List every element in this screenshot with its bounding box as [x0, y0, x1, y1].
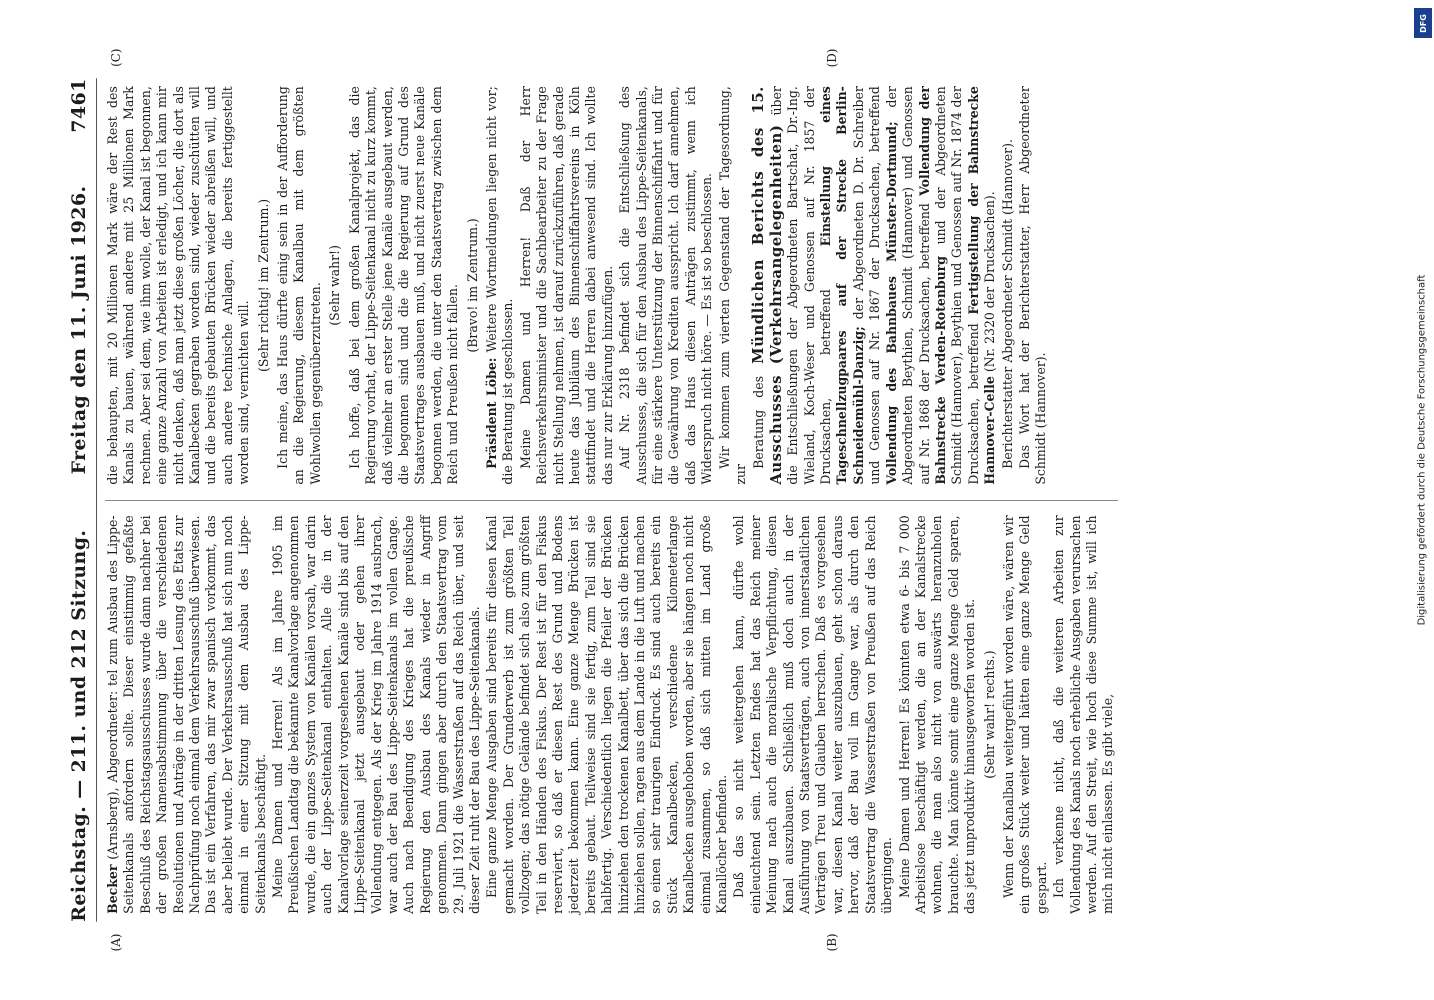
right-column: [105, 78, 1118, 500]
left-column: [105, 500, 1118, 921]
interjection: (Sehr richtig! im Zentrum.): [255, 198, 271, 372]
header-left: Reichstag. — 211. und 212 Sitzung.: [68, 529, 90, 922]
paragraph: Ich hoffe, daß bei dem großen Kanalprojekt, das die Regierung vorhat, der Lippe-Seitenkanal nicht zu kurz kommt, daß vielmehr an erster Stelle jene Kanäle ausgebaut werden, die begonnen sind und die die Regierung auf Grund des Staatsvertrages ausbauen muß, und nicht zuerst neue Kanäle begonnen werden, die unter den Staatsvertrag zwischen dem Reich und Preußen nicht fallen.: [346, 86, 461, 485]
margin-marker-c: (C): [109, 48, 123, 67]
paragraph: Auf Nr. 2318 befindet sich die Entschließung des Ausschusses, die sich für den Ausbau des Lippe-Seitenkanals, für eine stärkere Unterstützung der Binnenschiffahrt und für die Gewährung von Krediten ausspricht. Ich darf annehmen, daß das Haus diesen Anträgen zustimmt, wenn ich Widerspruch nicht höre. — Es ist so beschlossen.: [617, 86, 715, 485]
interjection: (Bravo! im Zentrum.): [464, 218, 480, 353]
paragraph: Berichterstatter Abgeordneter Schmidt (Hannover).: [999, 139, 1015, 469]
funding-note: [1408, 10, 1434, 890]
speaker-name: Präsident Löbe:: [483, 357, 499, 469]
paragraph: Meine Damen und Herren! Es könnten etwa 6- bis 7 000 Arbeitslose beschäftigt werden, die an der Kanalstrecke wohnen, die man also nicht von auswärts heranzuholen brauchte. Man könnte somit eine ganze Menge Geld sparen, das jetzt unproduktiv hinausgeworfen worden ist.: [896, 515, 978, 914]
speaker-name: Becker: [105, 864, 120, 914]
paragraph: Ich meine, das Haus dürfte einig sein in der Aufforderung an die Regierung, diesem Kanalbau mit dem größten Wohlwollen gegenüberzutreten.: [275, 86, 323, 485]
paragraph: Meine Damen und Herren! Als im Jahre 1905 im Preußischen Landtag die bekannte Kanalvorlage angenommen wurde, die ein ganzes System von Kanälen vorsah, war darin auch der Lippe-Seitenkanal enthalten. Alle die in der Kanalvorlage seinerzeit vorgesehenen Kanäle sind bis auf den Lippe-Seitenkanal jetzt ausgebaut oder gehen ihrer Vollendung entgegen. Als der Krieg im Jahre 1914 ausbrach, war auch der Bau des Lippe-Seitenkanals im vollen Gange. Auch nach Beendigung des Krieges hat die preußische Regierung den Ausbau des Kanals wieder in Angriff genommen. Dann gingen aber durch den Staatsvertrag vom 29. Juli 1921 die Wasserstraßen auf das Reich über, und seit dieser Zeit ruht der Bau des Lippe-Seitenkanals.: [270, 515, 482, 914]
interjection: (Sehr wahr! rechts.): [981, 650, 997, 779]
document-page: [50, 35, 1350, 966]
margin-marker-d: (D): [825, 48, 839, 68]
funding-note-text: Digitalisierung gefördert durch die Deutsche Forschungsgemeinschaft: [1416, 274, 1428, 626]
page-number: 7461: [68, 78, 90, 133]
paragraph: Präsident Löbe: Weitere Wortmeldungen liegen nicht vor; die Beratung ist geschlossen.: [483, 86, 516, 485]
paragraph: die behaupten, mit 20 Millionen Mark wäre der Rest des Kanals zu bauen, während andere mit 25 Millionen Mark rechnen. Aber sei dem, wie ihm wolle, der Kanal ist begonnen, eine ganze Anzahl von Arbeiten ist erledigt, und ich kann mir nicht denken, daß man jetzt diese großen Löcher, die dort als Kanalbecken gegraben worden sind, wieder zuschütten will und die bereits gebauten Brücken wieder abreißen will, und auch andere technische Anlagen, die bereits fertiggestellt worden sind, vernichten will.: [105, 86, 252, 485]
header-date: Freitag den 11. Juni 1926.: [68, 185, 90, 475]
dfg-logo: DFG: [1414, 8, 1432, 38]
paragraph: Eine ganze Menge Ausgaben sind bereits für diesen Kanal gemacht worden. Der Grunderwerb ist zum größten Teil vollzogen; das nötige Gelände befindet sich also zum größten Teil in den Händen des Fiskus. Der Rest ist für den Fiskus reserviert, so daß er diesen Rest des Grund und Bodens jederzeit bekommen kann. Eine ganze Menge Brücken ist bereits gebaut. Teilweise sind sie fertig, zum Teil sind sie halbfertig. Verschiedentlich liegen die Pfeiler der Brücken hinziehen den trockenen Kanalbett, über das sich die Brücken hinziehen sollen, ragen aus dem Lande in die Luft und machen so einen sehr traurigen Eindruck. Es sind auch bereits ein Stück Kanalbecken, verschiedene Kilometerlange Kanalbecken ausgehoben worden, aber sie hängen noch nicht einmal zusammen, so daß sich mitten im Land große Kanallöcher befinden.: [484, 515, 730, 914]
margin-marker-b: (B): [825, 933, 839, 952]
interjection: (Sehr wahr!): [327, 245, 343, 326]
text-columns: [105, 48, 1118, 952]
paragraph: Ich verkenne nicht, daß die weiteren Arbeiten zur Vollendung des Kanals noch erhebliche Ausgaben verursachen werden. Auf den Streit, wie hoch diese Summe ist, will ich mich nicht einlassen. Es gibt viele,: [1051, 515, 1116, 914]
paragraph: Meine Damen und Herren! Daß der Herr Reichsverkehrsminister und die Sachbearbeiter zu der Frage nicht Stellung nehmen, ist darauf zurückzuführen, daß gerade heute das Jubiläum des Binnenschiffahrtsvereins in Köln stattfindet und die Herren dabei anwesend sind. Ich wollte das nur zur Erklärung hinzufügen.: [517, 86, 615, 485]
margin-marker-a: (A): [109, 933, 123, 952]
paragraph: Wir kommen zum vierten Gegenstand der Tagesordnung, zur: [716, 86, 749, 485]
paragraph: Becker (Arnsberg), Abgeordneter: tel zum Ausbau des Lippe-Seitenkanals anfordern sollte. Dieser einstimmig gefaßte Beschluß des Reichstagsausschusses wurde dann nachher bei der großen Namensabstimmung über die verschiedenen Resolutionen und Anträge in der dritten Lesung des Etats zur Nachprüfung noch einmal dem Verkehrsausschuß überwiesen. Das ist ein Verfahren, das mir zwar spanisch vorkommt, das aber beliebt wurde. Der Verkehrsausschuß hat sich nun noch einmal in einer Sitzung mit dem Ausbau des Lippe-Seitenkanals beschäftigt.: [105, 515, 268, 914]
agenda-item: Beratung des Mündlichen Berichts des 15. Ausschusses (Verkehrsangelegenheiten) über die Entschließungen der Abgeordneten Bartschat, Dr.-Ing. Wieland, Koch-Weser und Genossen auf Nr. 1857 der Drucksachen, betreffend Einstellung eines Tageschnellzugpaares auf der Strecke Berlin-Schneidemühl-Danzig; der Abgeordneten D. Dr. Schreiber und Genossen auf Nr. 1867 der Drucksachen, betreffend Vollendung des Bahnbaues Münster-Dortmund; der Abgeordneten Beythien, Schmidt (Hannover) und Genossen auf Nr. 1868 der Drucksachen, betreffend Vollendung der Bahnstrecke Verden-Rotenburg und der Abgeordneten Schmidt (Hannover), Beythien und Genossen auf Nr. 1874 der Drucksachen, betreffend Fertigstellung der Bahnstrecke Hannover-Celle (Nr. 2320 der Drucksachen).: [749, 86, 998, 485]
page-header: [68, 78, 97, 921]
paragraph: Daß das so nicht weitergehen kann, dürfte wohl einleuchtend sein. Letzten Endes hat das Reich meiner Meinung nach auch die moralische Verpflichtung, diesen Kanal auszubauen. Schließlich muß doch auch in der Ausführung von Staatsverträgen, auch von innerstaatlichen Verträgen Treu und Glauben herrschen. Daß es vorgesehen war, diesen Kanal weiter auszubauen, geht schon daraus hervor, daß der Bau voll im Gange war, als durch den Staatsvertrag die Wasserstraßen von Preußen auf das Reich übergingen.: [731, 515, 895, 914]
paragraph: Das Wort hat der Berichterstatter, Herr Abgeordneter Schmidt (Hannover).: [1016, 86, 1049, 485]
paragraph: Wenn der Kanalbau weitergeführt worden wäre, wären wir ein großes Stück weiter und hätten eine ganze Menge Geld gespart.: [1000, 515, 1049, 914]
